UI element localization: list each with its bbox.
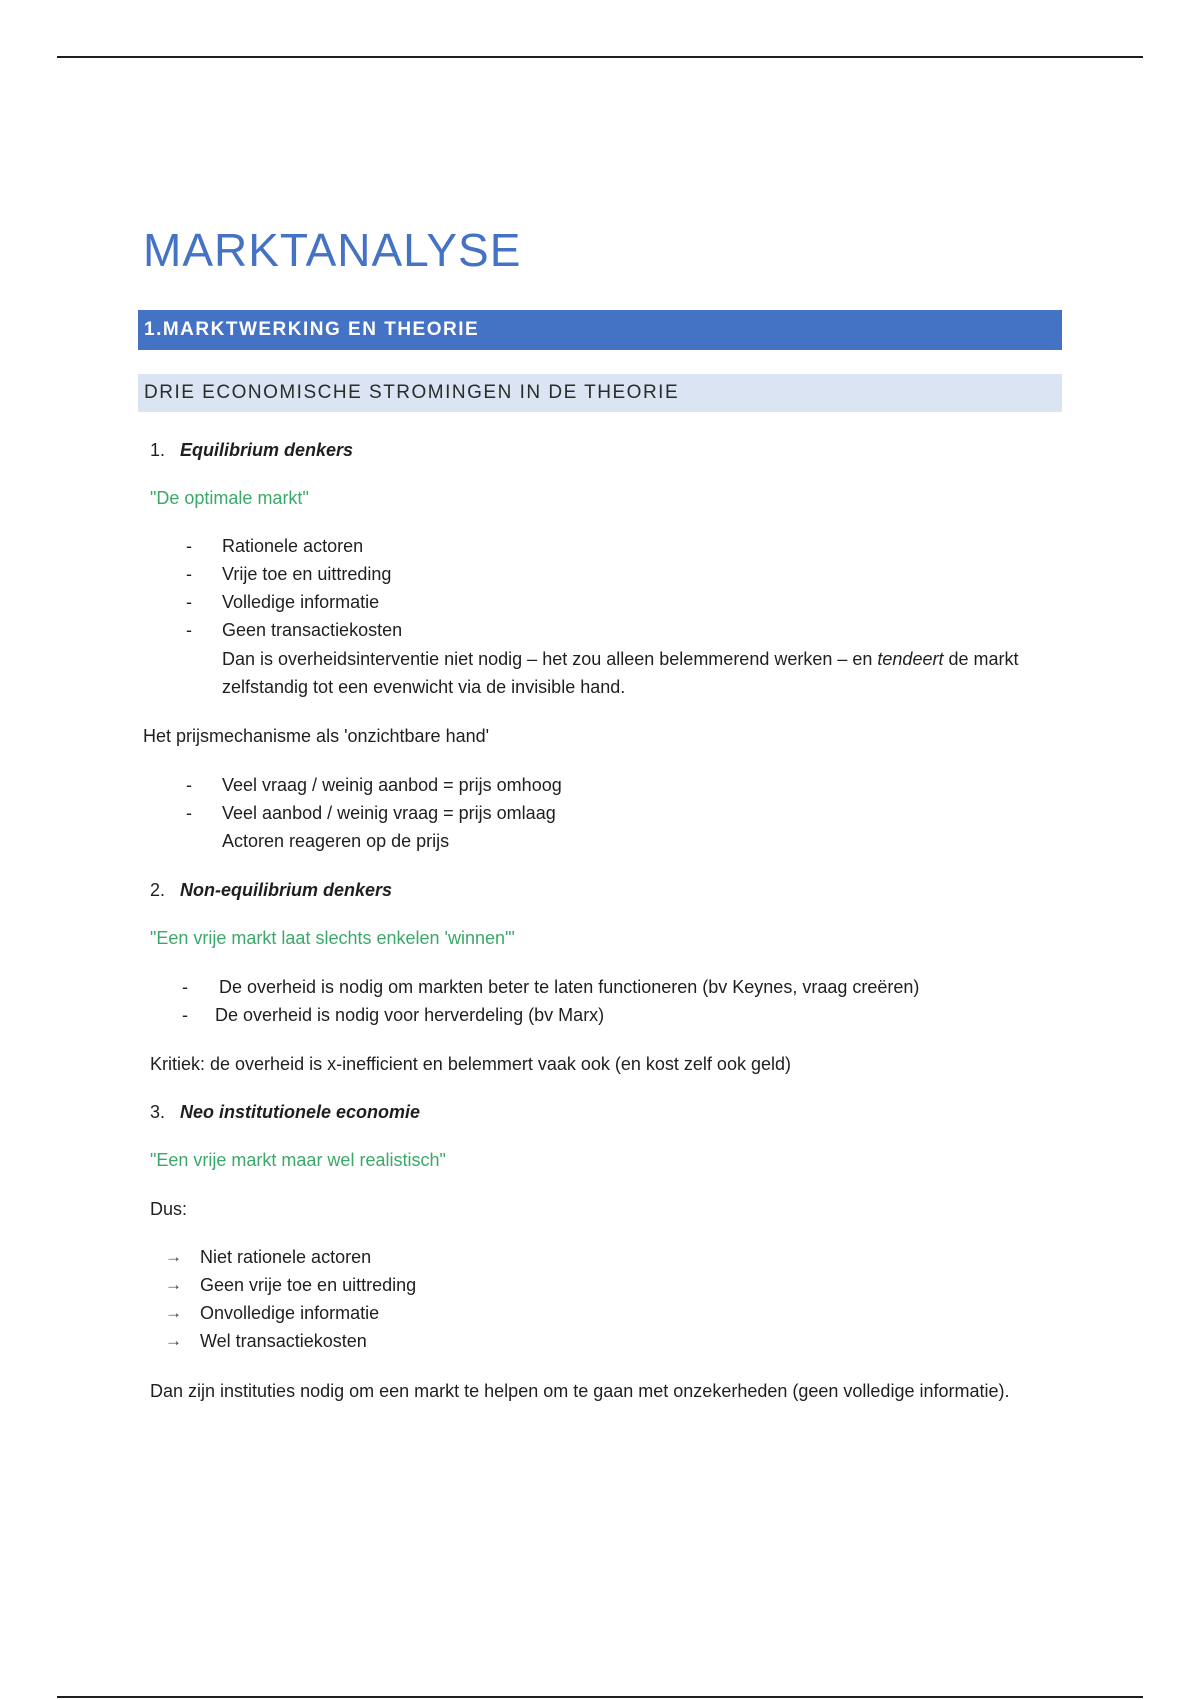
- list-item: Onvolledige informatie: [200, 1303, 380, 1323]
- bullet-dash: -: [186, 803, 192, 823]
- bullet-dash: -: [182, 1005, 188, 1025]
- bottom-rule: [57, 1696, 1143, 1698]
- list-item: Geen transactiekosten: [222, 620, 403, 640]
- top-rule: [57, 56, 1143, 58]
- section-3-title: Neo institutionele economie: [180, 1102, 421, 1122]
- heading-1: 1.MARKTWERKING EN THEORIE: [138, 310, 1062, 350]
- bullet-dash: -: [186, 775, 192, 795]
- list-item: Wel transactiekosten: [200, 1331, 367, 1351]
- section-1-quote: "De optimale markt": [150, 488, 309, 508]
- section-1-title: Equilibrium denkers: [180, 440, 354, 460]
- bullet-dash: -: [182, 977, 188, 997]
- critique-text: Kritiek: de overheid is x-inefficient en belemmert vaak ook (en kost zelf ook geld): [150, 1054, 791, 1074]
- list-item: Veel vraag / weinig aanbod = prijs omhoog: [222, 775, 562, 795]
- bullet-dash: -: [186, 536, 192, 556]
- section-2-number: 2.: [150, 880, 166, 900]
- list-item: Niet rationele actoren: [200, 1247, 372, 1267]
- continuation-text: Dan is overheidsinterventie niet nodig – het zou alleen belemmerend werken – en: [222, 649, 878, 669]
- arrow-right-icon: →: [165, 1303, 182, 1322]
- subheading-text: Het prijsmechanisme als 'onzichtbare hand': [143, 726, 490, 746]
- bullet-dash: -: [186, 592, 192, 612]
- list-item: Volledige informatie: [222, 592, 380, 612]
- document-title: MARKTANALYSE: [143, 224, 522, 276]
- list-item: De overheid is nodig om markten beter te laten functioneren (bv Keynes, vraag creëren): [219, 977, 920, 997]
- list-continuation: Actoren reageren op de prijs: [222, 831, 450, 851]
- arrow-right-icon: →: [165, 1275, 182, 1294]
- continuation-text: de markt: [943, 649, 1019, 669]
- continuation-paragraph: [222, 647, 1019, 671]
- bullet-dash: -: [186, 620, 192, 640]
- heading-2: DRIE ECONOMISCHE STROMINGEN IN DE THEORIE: [138, 374, 1062, 412]
- list-item: Vrije toe en uittreding: [222, 564, 392, 584]
- bullet-dash: -: [186, 564, 192, 584]
- emphasis-text: tendeert: [877, 649, 944, 669]
- arrow-right-icon: →: [165, 1247, 182, 1266]
- list-item: Rationele actoren: [222, 536, 364, 556]
- list-item: De overheid is nodig voor herverdeling (bv Marx): [215, 1005, 605, 1025]
- list-item: Veel aanbod / weinig vraag = prijs omlaag: [222, 803, 556, 823]
- section-3-quote: "Een vrije markt maar wel realistisch": [150, 1150, 446, 1170]
- intro-text: Dus:: [150, 1199, 188, 1219]
- continuation-line: zelfstandig tot een evenwicht via de invisible hand.: [222, 677, 626, 697]
- section-2-quote: "Een vrije markt laat slechts enkelen 'winnen'": [150, 928, 515, 948]
- list-item: Geen vrije toe en uittreding: [200, 1275, 417, 1295]
- section-1-number: 1.: [150, 440, 166, 460]
- section-2-title: Non-equilibrium denkers: [180, 880, 393, 900]
- conclusion-text: Dan zijn instituties nodig om een markt te helpen om te gaan met onzekerheden (geen volledige informatie).: [150, 1381, 1010, 1401]
- section-3-number: 3.: [150, 1102, 166, 1122]
- arrow-right-icon: →: [165, 1331, 182, 1350]
